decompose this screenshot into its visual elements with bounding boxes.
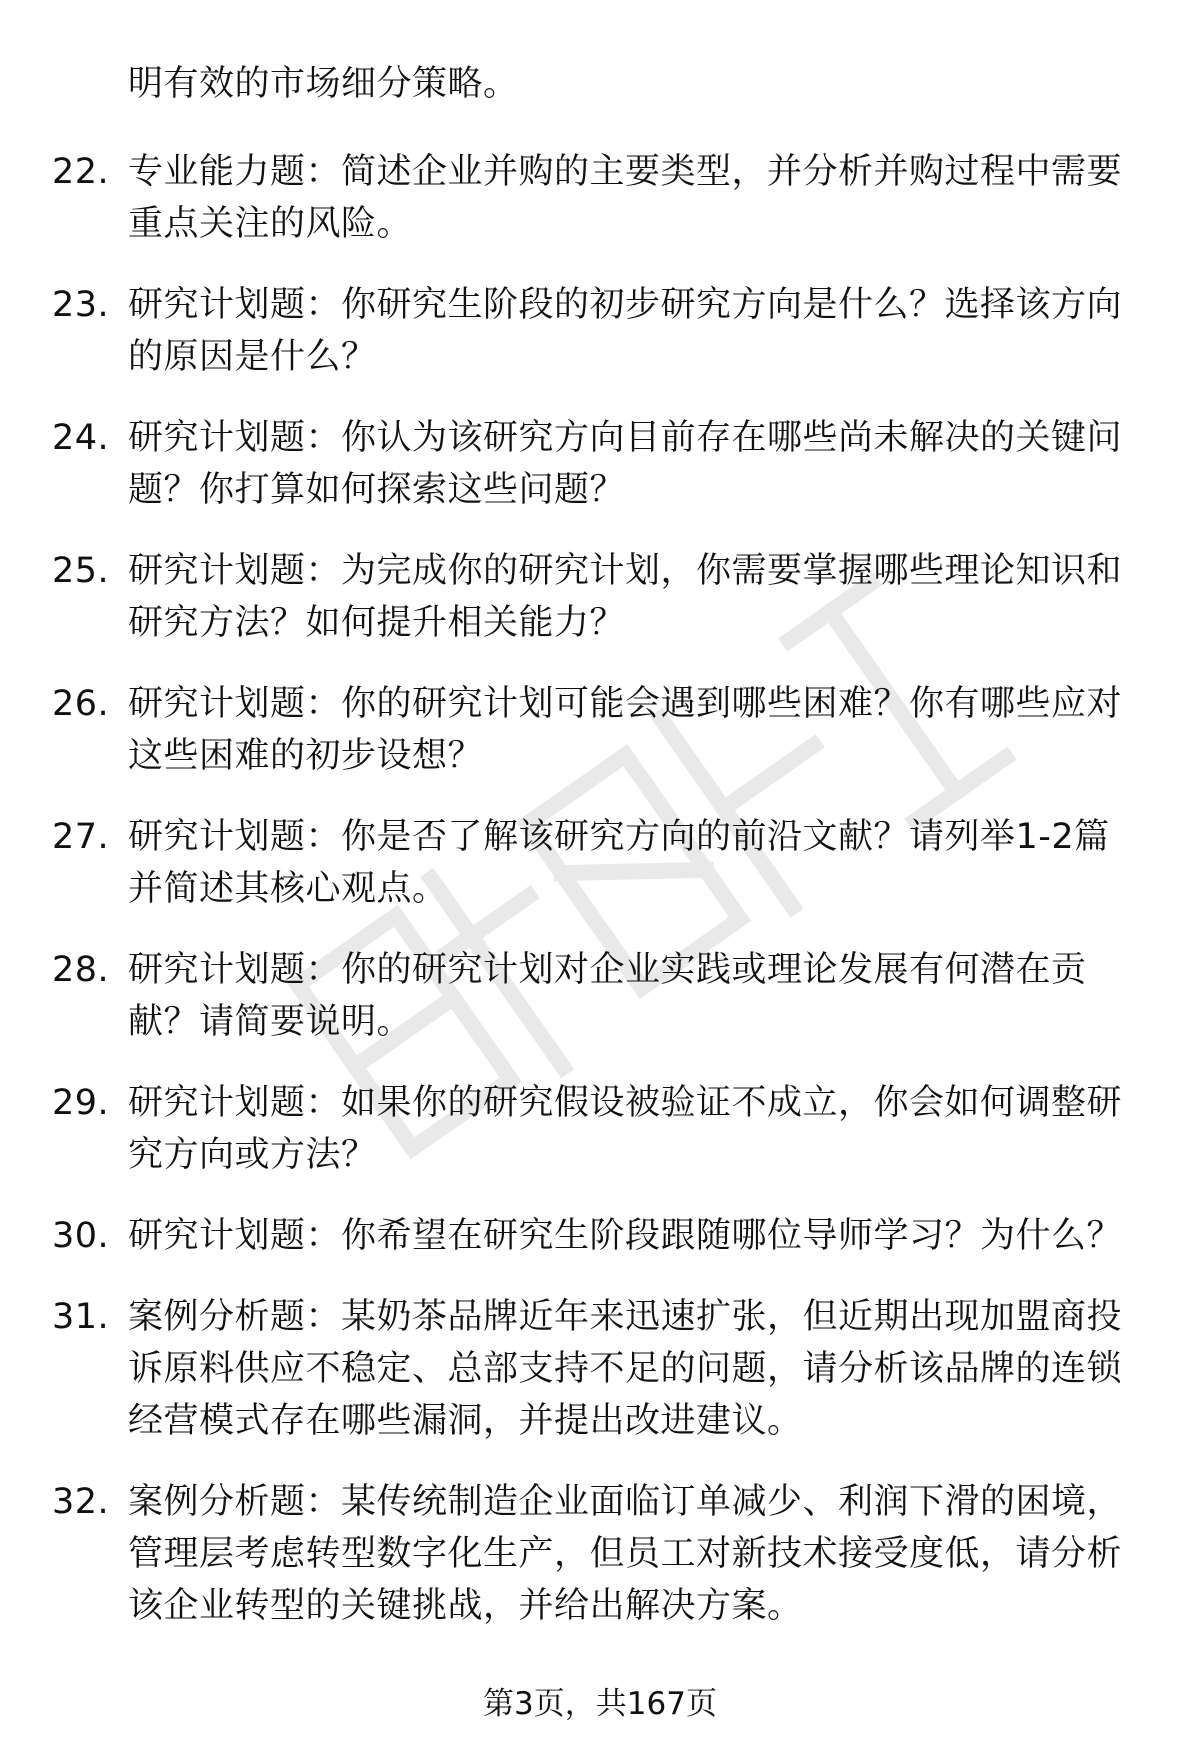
question-number: 30. xyxy=(52,1216,110,1256)
question-item xyxy=(0,412,1200,516)
question-number: 26. xyxy=(52,684,110,724)
question-text: 研究计划题：你的研究计划对企业实践或理论发展有何潜在贡献？请简要说明。 xyxy=(128,950,1087,1042)
question-item xyxy=(0,678,1200,782)
question-item xyxy=(0,1077,1200,1181)
question-number: 29. xyxy=(52,1083,110,1123)
question-text: 研究计划题：你认为该研究方向目前存在哪些尚未解决的关键问题？你打算如何探索这些问题？ xyxy=(128,418,1123,510)
question-number: 24. xyxy=(52,418,110,458)
question-text: 案例分析题：某传统制造企业面临订单减少、利润下滑的困境，管理层考虑转型数字化生产，但员工对新技术接受度低，请分析该企业转型的关键挑战，并给出解决方案。 xyxy=(128,1482,1123,1626)
question-number: 22. xyxy=(52,152,110,192)
question-text: 研究计划题：你是否了解该研究方向的前沿文献？请列举1-2篇并简述其核心观点。 xyxy=(128,817,1110,909)
continuation-text: 明有效的市场细分策略。 xyxy=(128,64,519,104)
question-text: 专业能力题：简述企业并购的主要类型，并分析并购过程中需要重点关注的风险。 xyxy=(128,152,1123,244)
question-item xyxy=(0,279,1200,383)
question-text: 研究计划题：为完成你的研究计划，你需要掌握哪些理论知识和研究方法？如何提升相关能力？ xyxy=(128,551,1123,643)
question-number: 28. xyxy=(52,950,110,990)
question-item xyxy=(0,811,1200,915)
question-text: 研究计划题：你研究生阶段的初步研究方向是什么？选择该方向的原因是什么？ xyxy=(128,285,1123,377)
question-item xyxy=(0,944,1200,1048)
question-item xyxy=(0,1291,1200,1447)
question-text: 研究计划题：你希望在研究生阶段跟随哪位导师学习？为什么？ xyxy=(128,1216,1123,1256)
question-item xyxy=(0,1476,1200,1632)
question-item xyxy=(0,545,1200,649)
question-item xyxy=(0,1210,1200,1262)
question-text: 研究计划题：如果你的研究假设被验证不成立，你会如何调整研究方向或方法？ xyxy=(128,1083,1123,1175)
question-number: 27. xyxy=(52,817,110,857)
page-footer: 第3页，共167页 xyxy=(483,1686,717,1722)
question-number: 23. xyxy=(52,285,110,325)
question-number: 31. xyxy=(52,1297,110,1337)
question-text: 案例分析题：某奶茶品牌近年来迅速扩张，但近期出现加盟商投诉原料供应不稳定、总部支持不足的问题，请分析该品牌的连锁经营模式存在哪些漏洞，并提出改进建议。 xyxy=(128,1297,1123,1441)
question-item xyxy=(0,146,1200,250)
question-text: 研究计划题：你的研究计划可能会遇到哪些困难？你有哪些应对这些困难的初步设想？ xyxy=(128,684,1123,776)
question-number: 32. xyxy=(52,1482,110,1522)
question-list xyxy=(0,146,1200,1661)
question-number: 25. xyxy=(52,551,110,591)
